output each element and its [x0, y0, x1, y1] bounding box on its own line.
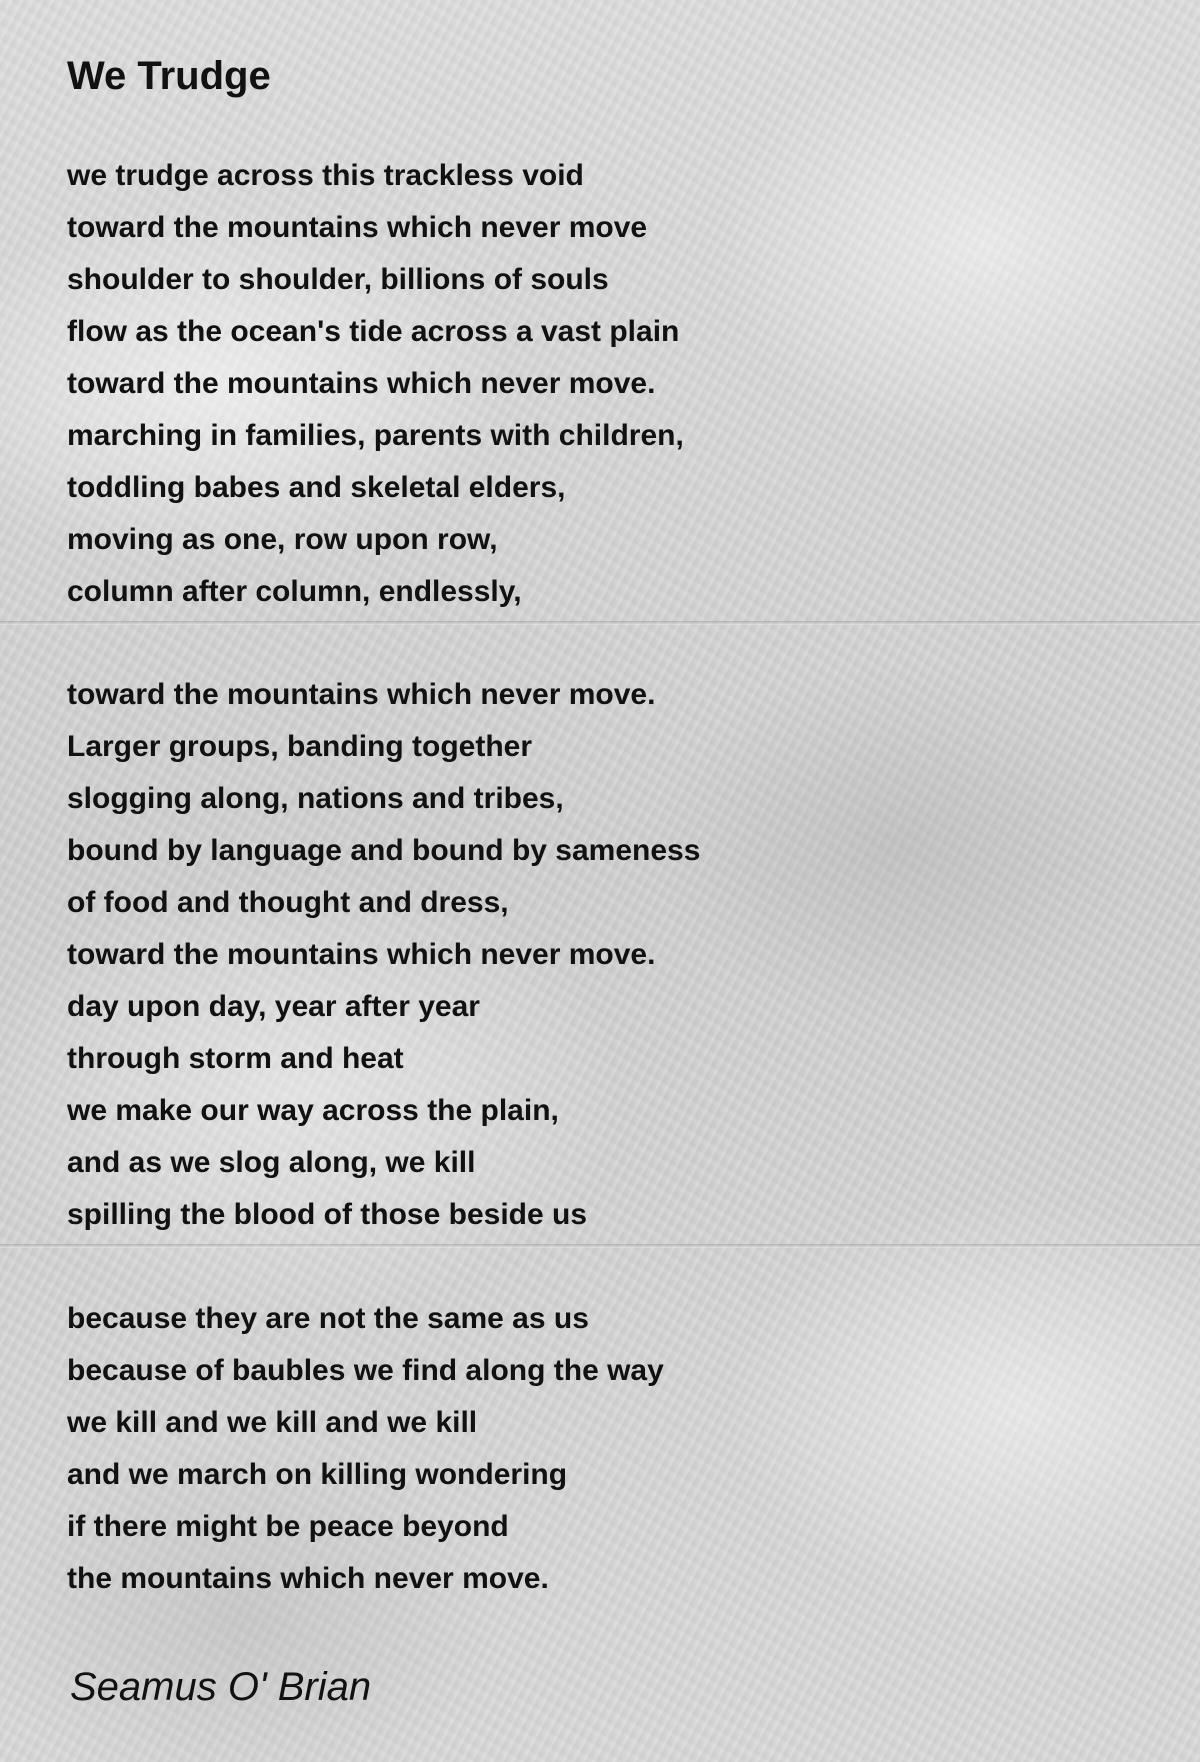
poem-line: day upon day, year after year	[67, 990, 480, 1023]
poem-line: toward the mountains which never move.	[67, 367, 656, 400]
poem-line: we kill and we kill and we kill	[67, 1406, 478, 1439]
poem-line: and we march on killing wondering	[67, 1458, 568, 1491]
poem-line: and as we slog along, we kill	[67, 1146, 476, 1179]
poem-line: moving as one, row upon row,	[67, 523, 498, 556]
poem-line: because of baubles we find along the way	[67, 1354, 664, 1387]
poem-line: toward the mountains which never move.	[67, 678, 656, 711]
stanza-3	[67, 1293, 967, 1605]
poem-line: of food and thought and dress,	[67, 886, 509, 919]
panel-divider	[0, 1244, 1200, 1248]
poem-line: toward the mountains which never move	[67, 211, 648, 244]
poem-line: through storm and heat	[67, 1042, 404, 1075]
poem-line: column after column, endlessly,	[67, 575, 522, 608]
poem-line: marching in families, parents with children,	[67, 419, 684, 452]
poem-line: toward the mountains which never move.	[67, 938, 656, 971]
poem-line: we make our way across the plain,	[67, 1094, 559, 1127]
stanza-2	[67, 669, 967, 1241]
poem-line: we trudge across this trackless void	[67, 159, 584, 192]
stanza-1	[67, 150, 967, 618]
poem-line: because they are not the same as us	[67, 1302, 589, 1335]
poem-line: bound by language and bound by sameness	[67, 834, 701, 867]
poem-author: Seamus O' Brian	[70, 1665, 372, 1709]
poem-line: spilling the blood of those beside us	[67, 1198, 588, 1231]
poem-line: slogging along, nations and tribes,	[67, 782, 564, 815]
poem-line: shoulder to shoulder, billions of souls	[67, 263, 609, 296]
poem-line: flow as the ocean's tide across a vast plain	[67, 315, 680, 348]
poem-title: We Trudge	[67, 54, 271, 98]
poem-line: if there might be peace beyond	[67, 1510, 509, 1543]
poem-line: Larger groups, banding together	[67, 730, 533, 763]
panel-divider	[0, 621, 1200, 625]
poem-line: toddling babes and skeletal elders,	[67, 471, 566, 504]
poem-line: the mountains which never move.	[67, 1562, 549, 1595]
